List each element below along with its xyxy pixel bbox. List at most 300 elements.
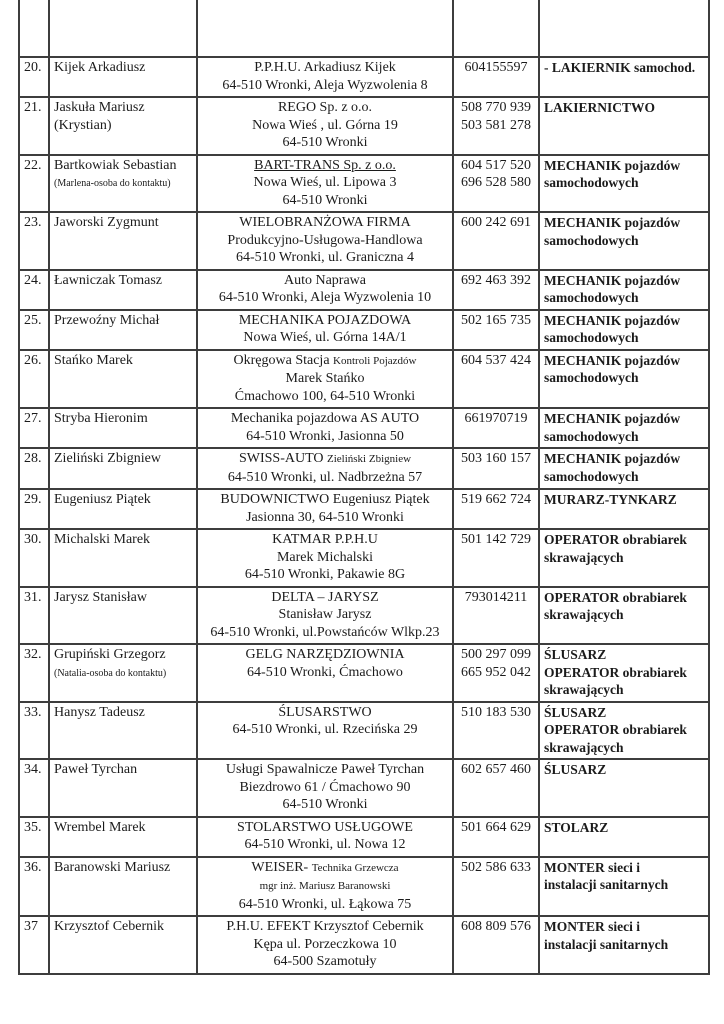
cell-profession [539,489,709,529]
text-line [544,859,704,877]
contacts-table [18,0,710,975]
text-run: instalacji sanitarnych [544,936,669,952]
text-line [202,664,448,682]
text-run: STOLARZ [544,819,609,835]
text-run: STOLARSTWO USŁUGOWE [237,819,413,835]
text-run: Produkcyjno-Usługowa-Handlowa [227,232,423,248]
text-line [544,606,704,624]
text-line [202,157,448,175]
text-line [544,369,704,387]
text-run: 64-510 Wronki, ul. Graniczna 4 [235,250,415,265]
cell-company-address [197,57,453,97]
text-line [544,157,704,175]
cell-company-address [197,759,453,817]
text-line [202,953,448,971]
text-run: skrawających [544,739,624,755]
table-row [19,0,709,57]
text-run: ŚLUSARZ [544,704,607,720]
text-run: 36. [24,859,42,875]
text-line [458,410,534,428]
text-run: 31. [24,589,42,605]
text-run: 64-510 Wronki [282,135,368,150]
text-line [54,99,192,117]
text-line [202,761,448,779]
text-line [202,134,448,152]
cell-profession [539,350,709,409]
text-run: Auto Naprawa [283,272,367,288]
text-line [54,761,192,779]
text-line [202,859,448,878]
cell-row-number [19,0,49,57]
text-line [544,819,704,837]
text-run: samochodowych [544,175,639,190]
text-run: ŚLUSARZ [544,647,607,662]
text-line [202,836,448,854]
text-run: samochodowych [544,232,639,248]
cell-name [49,857,197,917]
text-run: KATMAR P.P.H.U [272,532,378,547]
text-run: MECHANIK pojazdów [544,272,681,288]
text-run: 64-510 Wronki [282,192,368,208]
text-run: 696 528 580 [461,175,531,190]
text-run: Baranowski Mariusz [54,859,171,875]
text-run: 64-510 Wronki, ul. Nowa 12 [244,837,406,852]
text-run: samochodowych [544,330,639,345]
text-run: 64-510 Wronki, ul.Powstańców Wlkp.23 [210,624,440,640]
text-run: 64-500 Szamotuły [273,954,377,969]
text-run: 510 183 530 [461,704,531,720]
contacts-table-body [19,0,709,974]
text-run: Technika Grzewcza [311,861,399,874]
text-run: 28. [24,451,42,466]
text-line [202,721,448,739]
text-run: MONTER sieci i [544,859,640,875]
text-line [202,428,448,446]
text-run: Kijek Arkadiusz [54,60,146,75]
text-run: MECHANIK pojazdów [544,451,681,466]
cell-row-number [19,644,49,702]
cell-profession [539,0,709,57]
text-run: Kępa ul. Porzeczkowa 10 [253,936,397,952]
text-line [54,531,192,549]
text-run: MECHANIK pojazdów [544,215,681,230]
table-row [19,350,709,409]
text-run: P.H.U. EFEKT Krzysztof Cebernik [226,919,424,934]
cell-phone [453,857,539,917]
text-run: 604 517 520 [461,157,531,173]
text-run: Zieliński Zbigniew [327,453,412,465]
text-run: 64-510 Wronki, Pakawie 8G [244,567,406,582]
text-line [458,531,534,549]
text-run: 503 160 157 [461,451,531,466]
text-line [54,410,192,428]
text-run: Kontroli Pojazdów [333,354,417,367]
text-run: Marek Stańko [285,371,365,386]
cell-company-address [197,350,453,409]
text-line [202,312,448,330]
cell-phone [453,587,539,645]
cell-company-address [197,0,453,57]
cell-row-number [19,350,49,409]
text-line [202,796,448,814]
text-run: 64-510 Wronki, Jasionna 50 [246,428,404,444]
text-line [458,174,534,192]
text-run: Wrembel Marek [54,819,146,835]
text-line [54,272,192,290]
cell-name [49,0,197,57]
text-run: 34. [24,762,42,777]
text-run: Zieliński Zbigniew [54,451,161,466]
text-run: 519 662 724 [461,492,531,507]
text-run: MECHANIK pojazdów [544,411,681,426]
cell-name [49,212,197,270]
cell-profession [539,857,709,917]
text-line [54,918,192,936]
text-line [458,819,534,837]
table-row [19,270,709,310]
text-line [544,450,704,468]
cell-company-address [197,916,453,974]
text-run: BART-TRANS Sp. z o.o. [254,157,396,173]
text-line [544,704,704,722]
text-run: 600 242 691 [461,215,531,230]
text-line [202,779,448,797]
text-line [202,491,448,509]
text-line [458,589,534,607]
text-run: P.P.H.U. Arkadiusz Kijek [254,60,396,75]
cell-company-address [197,270,453,310]
text-run: 20. [24,60,42,75]
text-line [458,59,534,77]
text-line [202,469,448,487]
text-line [202,272,448,290]
text-run: 37 [24,919,38,934]
text-line [202,352,448,371]
text-run: 793014211 [464,589,528,605]
text-line [458,918,534,936]
cell-profession [539,817,709,857]
cell-row-number [19,916,49,974]
text-run: Przewoźny Michał [54,312,160,328]
text-run: instalacji sanitarnych [544,877,669,892]
cell-row-number [19,857,49,917]
text-run: Nowa Wieś, ul. Lipowa 3 [253,175,397,190]
text-line [202,704,448,722]
text-line [202,117,448,135]
text-run: 661970719 [464,411,528,426]
text-line [202,589,448,607]
text-run: samochodowych [544,290,639,305]
cell-company-address [197,529,453,587]
text-run: Marek Michalski [276,549,374,565]
cell-profession [539,448,709,489]
cell-row-number [19,702,49,760]
text-run: 21. [24,100,42,115]
text-line [544,531,704,549]
text-line [202,289,448,307]
text-line [544,352,704,370]
text-line [54,819,192,837]
cell-row-number [19,448,49,489]
text-run: Jasionna 30, 64-510 Wronki [246,509,404,525]
table-row [19,97,709,155]
text-line [54,174,192,193]
cell-name [49,644,197,702]
text-run: Michalski Marek [54,532,151,547]
text-run: 64-510 Wronki, ul. Nadbrzeżna 57 [227,469,423,485]
text-run: Okręgowa Stacja [233,352,334,368]
cell-company-address [197,310,453,350]
text-run: Jaskuła Mariusz [54,100,145,115]
text-line [202,370,448,388]
text-run: MECHANIK pojazdów [544,157,681,173]
text-run: Grupiński Grzegorz [54,647,166,662]
text-line [202,232,448,250]
text-line [458,99,534,117]
text-run: skrawających [544,682,624,697]
text-line [202,509,448,527]
text-run: Nowa Wieś , ul. Górna 19 [252,117,398,133]
cell-row-number [19,310,49,350]
cell-name [49,702,197,760]
text-line [458,214,534,232]
table-row [19,212,709,270]
cell-name [49,587,197,645]
table-row [19,529,709,587]
cell-profession [539,212,709,270]
text-line [458,272,534,290]
text-run: MECHANIK pojazdów [544,312,681,328]
text-run: 64-510 Wronki, Ćmachowo [247,664,403,680]
text-line [544,664,704,682]
text-line [202,896,448,914]
text-run: 29. [24,492,42,507]
text-line [202,388,448,406]
text-run: Stanisław Jarysz [278,607,372,622]
text-line [458,117,534,135]
cell-row-number [19,489,49,529]
text-line [458,312,534,330]
text-run: OPERATOR obrabiarek [544,722,687,737]
cell-company-address [197,155,453,213]
cell-row-number [19,57,49,97]
text-run: 501 664 629 [461,819,531,835]
cell-profession [539,916,709,974]
text-run: 665 952 042 [461,664,531,680]
text-line [544,549,704,567]
text-line [544,329,704,347]
cell-phone [453,350,539,409]
text-line [202,877,448,896]
text-line [544,646,704,664]
text-line [202,214,448,232]
text-line [202,531,448,549]
text-line [54,312,192,330]
cell-name [49,350,197,409]
text-line [544,272,704,290]
table-row [19,587,709,645]
table-row [19,644,709,702]
text-line [54,491,192,509]
text-line [458,664,534,682]
text-line [54,157,192,175]
text-run: Eugeniusz Piątek [54,492,151,507]
cell-row-number [19,97,49,155]
text-run: Ćmachowo 100, 64-510 Wronki [234,388,416,404]
text-run: Stryba Hieronim [54,411,148,426]
text-line [54,704,192,722]
cell-name [49,759,197,817]
cell-phone [453,702,539,760]
text-run: 30. [24,532,42,547]
cell-phone [453,212,539,270]
cell-name [49,916,197,974]
cell-row-number [19,529,49,587]
cell-row-number [19,270,49,310]
text-run: Biezdrowo 61 / Ćmachowo 90 [239,779,411,795]
cell-phone [453,0,539,57]
text-run: mgr inż. Mariusz Baranowski [259,880,391,892]
cell-phone [453,644,539,702]
cell-company-address [197,489,453,529]
text-run: 64-510 Wronki, ul. Łąkowa 75 [238,896,412,912]
text-run: samochodowych [544,370,639,385]
cell-phone [453,155,539,213]
cell-phone [453,270,539,310]
text-line [544,681,704,699]
text-run: 25. [24,312,42,328]
text-run: WEISER- [251,859,312,875]
text-line [544,214,704,232]
text-run: 692 463 392 [461,272,531,288]
table-row [19,57,709,97]
text-line [544,491,704,509]
cell-phone [453,817,539,857]
cell-row-number [19,817,49,857]
text-run: 33. [24,704,42,720]
text-run: MURARZ-TYNKARZ [544,492,677,507]
text-run: 32. [24,647,42,662]
text-line [544,99,704,117]
table-row [19,155,709,213]
text-line [54,450,192,468]
text-line [544,289,704,307]
text-line [54,646,192,664]
text-run: BUDOWNICTWO Eugeniusz Piątek [220,492,430,507]
text-line [202,624,448,642]
text-run: OPERATOR obrabiarek [544,532,687,547]
text-run: 500 297 099 [461,647,531,662]
cell-phone [453,57,539,97]
cell-profession [539,587,709,645]
text-run: 502 165 735 [461,312,531,328]
cell-company-address [197,448,453,489]
text-run: 26. [24,352,42,368]
cell-company-address [197,408,453,448]
text-line [202,192,448,210]
cell-name [49,817,197,857]
text-run: OPERATOR obrabiarek [544,664,687,680]
text-run: Nowa Wieś, ul. Górna 14A/1 [243,330,407,345]
text-run: ŚLUSARSTWO [278,704,372,720]
table-row [19,310,709,350]
text-line [202,566,448,584]
text-line [54,664,192,683]
text-run: Jarysz Stanisław [54,589,147,605]
text-run: DELTA – JARYSZ [271,589,379,605]
cell-profession [539,759,709,817]
text-line [458,157,534,175]
text-run: skrawających [544,549,624,565]
cell-row-number [19,587,49,645]
text-line [458,491,534,509]
text-run: (Krystian) [54,117,112,133]
text-line [544,918,704,936]
text-line [202,99,448,117]
text-run: samochodowych [544,428,639,444]
text-run: Stańko Marek [54,352,133,368]
cell-company-address [197,702,453,760]
text-line [202,249,448,267]
text-line [544,739,704,757]
text-run: ŚLUSARZ [544,762,607,777]
text-run: Bartkowiak Sebastian [54,157,177,173]
text-line [544,312,704,330]
text-run: MONTER sieci i [544,919,640,934]
text-run: 501 142 729 [461,532,531,547]
text-run: 64-510 Wronki, Aleja Wyzwolenia 8 [222,77,428,93]
text-line [544,721,704,739]
table-row [19,857,709,917]
text-line [544,876,704,894]
cell-phone [453,310,539,350]
cell-profession [539,702,709,760]
text-run: 608 809 576 [461,919,531,934]
cell-company-address [197,817,453,857]
table-row [19,408,709,448]
table-row [19,702,709,760]
text-run: Hanysz Tadeusz [54,704,145,720]
text-line [202,646,448,664]
text-run: 24. [24,272,42,288]
text-run: 64-510 Wronki, ul. Rzecińska 29 [232,722,418,737]
cell-phone [453,529,539,587]
text-line [202,174,448,192]
text-run: 27. [24,411,42,426]
text-run: Krzysztof Cebernik [54,919,165,934]
text-run: MECHANIKA POJAZDOWA [238,312,412,328]
text-run: WIELOBRANŻOWA FIRMA [239,215,411,230]
cell-profession [539,529,709,587]
text-run: skrawających [544,607,624,622]
cell-profession [539,644,709,702]
text-run: (Marlena-osoba do kontaktu) [54,178,171,189]
text-line [544,761,704,779]
cell-company-address [197,644,453,702]
text-line [544,59,704,77]
cell-phone [453,97,539,155]
cell-profession [539,408,709,448]
cell-profession [539,270,709,310]
text-line [202,410,448,428]
text-line [544,410,704,428]
cell-phone [453,759,539,817]
table-row [19,817,709,857]
text-line [202,329,448,347]
cell-row-number [19,155,49,213]
text-line [202,77,448,95]
text-run: Usługi Spawalnicze Paweł Tyrchan [225,762,425,777]
